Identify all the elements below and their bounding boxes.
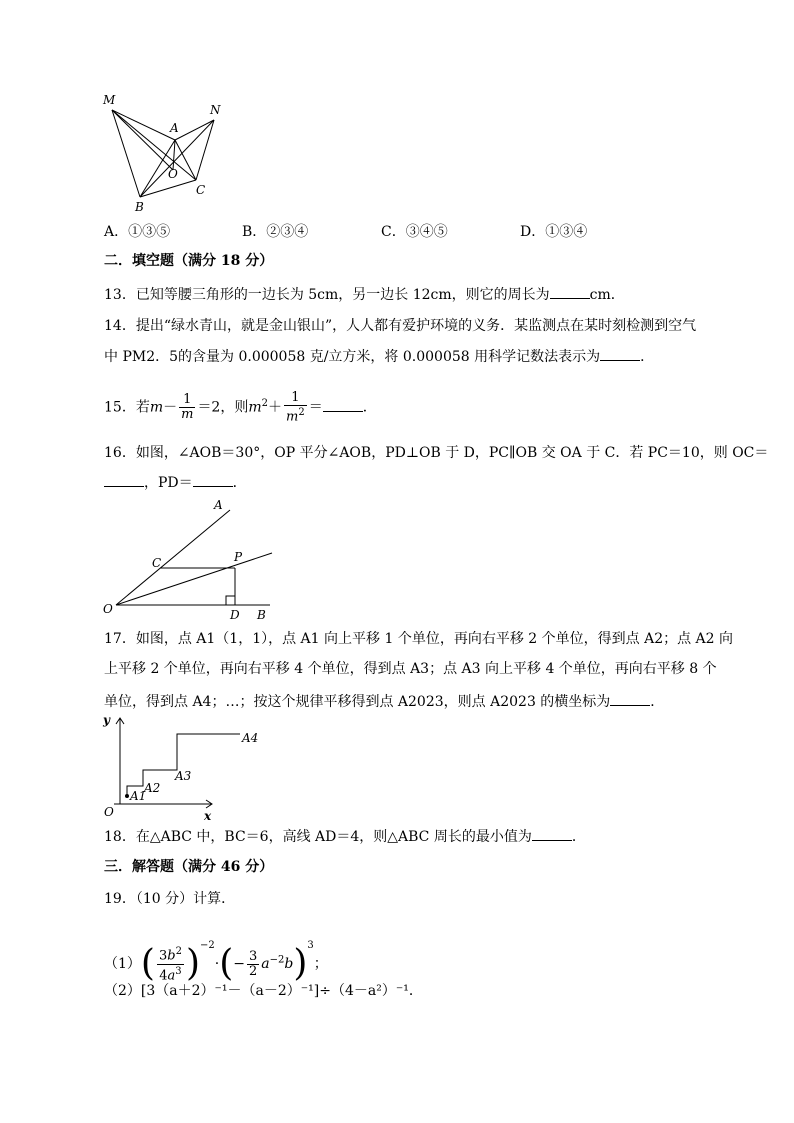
label-y: y [103,713,110,727]
label-A4: A4 [242,731,259,745]
question-18 [104,826,586,847]
q15-end: ． [362,399,377,416]
q14-line1: 14．提出“绿水青山，就是金山银山”，人人都有爱护环境的义务．某监测点在某时刻检测到空气 [104,318,697,334]
figure-q12 [100,90,230,215]
label-N: N [210,103,221,117]
figure-q16 [100,495,280,625]
q14-end: ． [640,349,655,365]
label-O: O [103,602,113,616]
label-B: B [257,608,266,622]
label-A3: A3 [175,769,192,783]
q16-blank-pd [193,472,233,487]
label-A2: A2 [144,781,161,795]
q15-blank [323,397,363,412]
label-x: x [204,809,212,822]
q19-part2: （2）[3（a＋2）⁻¹－（a－2）⁻¹]÷（4－a²）⁻¹． [104,983,423,999]
label-C: C [196,183,206,197]
q14-blank [600,346,640,361]
q15-prefix: 15．若 [104,399,150,416]
q17-line2: 上平移 2 个单位，再向右平移 4 个单位，得到点 A3；点 A3 向上平移 4 个单位，再向右平移 8 个 [104,661,717,677]
label-O: O [168,167,178,181]
q19-p1-label: （1） [104,956,141,972]
question-16-line2 [104,472,247,493]
figure-q17 [100,712,270,822]
q19-title: 19．（10 分）计算． [104,891,236,907]
q16-end: ． [232,475,247,491]
q17-line1: 17．如图，点 A1（1，1），点 A1 向上平移 1 个单位，再向右平移 2 个单位，得到点 A2；点 A2 向 [104,631,734,647]
q17-line3: 单位，得到点 A4；…；按这个规律平移得到点 A2023，则点 A2023 的横坐标为 [104,694,611,710]
q16-line2a: ，PD＝ [144,475,193,491]
q15-mid: ，则 [220,399,249,416]
q17-end: ． [650,694,665,710]
q13-unit: cm． [589,287,625,303]
question-15: 15．若m－ $\frac{1}{m}$ ＝2，则$m^2+$ $\frac{1}{m^2}$ ＝ ． [104,389,377,425]
q18-text: 18．在△ABC 中，BC＝6，高线 AD＝4，则△ABC 周长的最小值为 [104,829,532,845]
q16-blank-oc [104,472,144,487]
q19-p1-end: ； [313,956,328,972]
q13-text: 13．已知等腰三角形的一边长为 5cm，另一边长 12cm，则它的周长为 [104,287,550,303]
label-P: P [234,550,243,564]
option-b: B．②③④ [242,224,309,240]
label-B: B [135,200,144,214]
q18-end: ． [571,829,586,845]
label-O: O [104,805,114,819]
q18-blank [532,826,572,841]
q17-blank [610,691,650,706]
q16-line1: 16．如图，∠AOB＝30°，OP 平分∠AOB，PD⊥OB 于 D，PC∥OB 交 OA 于 C．若 PC＝10，则 OC＝ [104,445,769,461]
option-a: A．①③⑤ [104,224,171,240]
label-A1: A1 [130,789,147,803]
label-A: A [170,121,179,135]
label-D: D [230,608,240,622]
option-d: D．①③④ [520,224,588,240]
question-13 [104,284,625,305]
label-C: C [152,556,162,570]
question-19-part1: （1）( $\frac{3b^2}{4a^3}$ )$^{-2}$·(− $\frac{3}{2}$ $a^{-2}b)^3$； [104,940,328,984]
question-14-line2 [104,346,654,367]
section-3-heading: 三．解答题（满分 46 分） [104,859,274,875]
question-17-line3 [104,691,664,712]
label-M: M [103,93,116,107]
q13-blank [550,284,590,299]
option-c: C．③④⑤ [381,224,448,240]
q14-line2: 中 PM2．5的含量为 0.000058 克/立方米，将 0.000058 用科学记数法表示为 [104,349,601,365]
section-2-heading: 二．填空题（满分 18 分） [104,253,274,269]
label-A: A [214,498,223,512]
